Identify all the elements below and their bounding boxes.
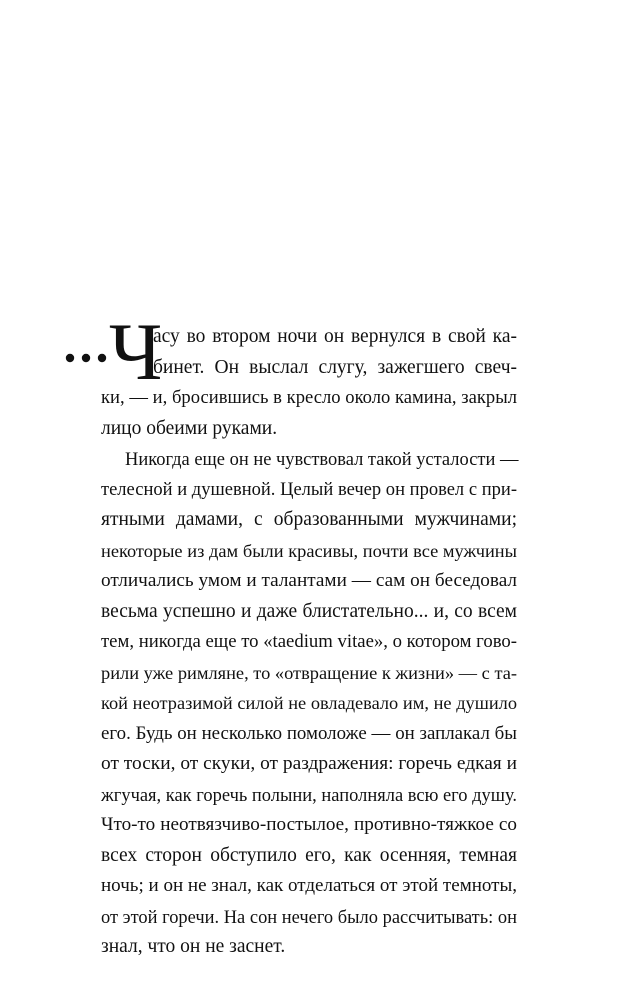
text-line: его. Будь он несколько помоложе — он заплакал бы [101,722,517,744]
text-line: отличались умом и талантами — сам он беседовал [101,570,517,591]
text-line: ночь; и он не знал, как отделаться от этой темноты, [101,875,518,896]
text-line: кой неотразимой силой не овладевало им, не душило [101,693,517,713]
text-line: ки, — и, бросившись в кресло около камина, закрыл [101,387,517,408]
text-line: асу во втором ночи он вернулся в свой ка- [153,326,517,347]
text-line: лицо обеими руками. [101,417,278,439]
text-line: тем, никогда еще то «taedium vitae», о котором гово- [101,631,517,652]
text-line: Что-то неотвязчиво-постылое, противно-тяжкое со [101,814,517,835]
drop-cap-letter: Ч [109,306,163,397]
paragraph-1 [101,322,517,444]
text-line: Никогда еще он не чувствовал такой усталости — [125,449,519,469]
text-line: ятными дамами, с образованными мужчинами; [101,509,517,530]
text-line: всех сторон обступило его, как осенняя, темная [101,844,517,866]
paragraph-2 [101,444,517,963]
text-line: рили уже римляне, то «отвращение к жизни» — с та- [101,662,517,683]
text-line: телесной и душевной. Целый вечер он провел с при- [101,478,517,500]
text-line: от этой горечи. На сон нечего было рассчитывать: он [101,906,517,927]
text-line: бинет. Он выслал слугу, зажегшего свеч- [153,356,517,378]
text-line: некоторые из дам были красивы, почти все мужчины [101,540,517,561]
text-line: жгучая, как горечь полыни, наполняла всю его душу. [101,784,517,805]
text-line: знал, что он не заснет. [101,936,286,957]
body-text [101,322,517,963]
text-line: весьма успешно и даже блистательно... и, со всем [101,600,517,622]
text-line: от тоски, от скуки, от раздражения: горечь едкая и [101,753,517,774]
